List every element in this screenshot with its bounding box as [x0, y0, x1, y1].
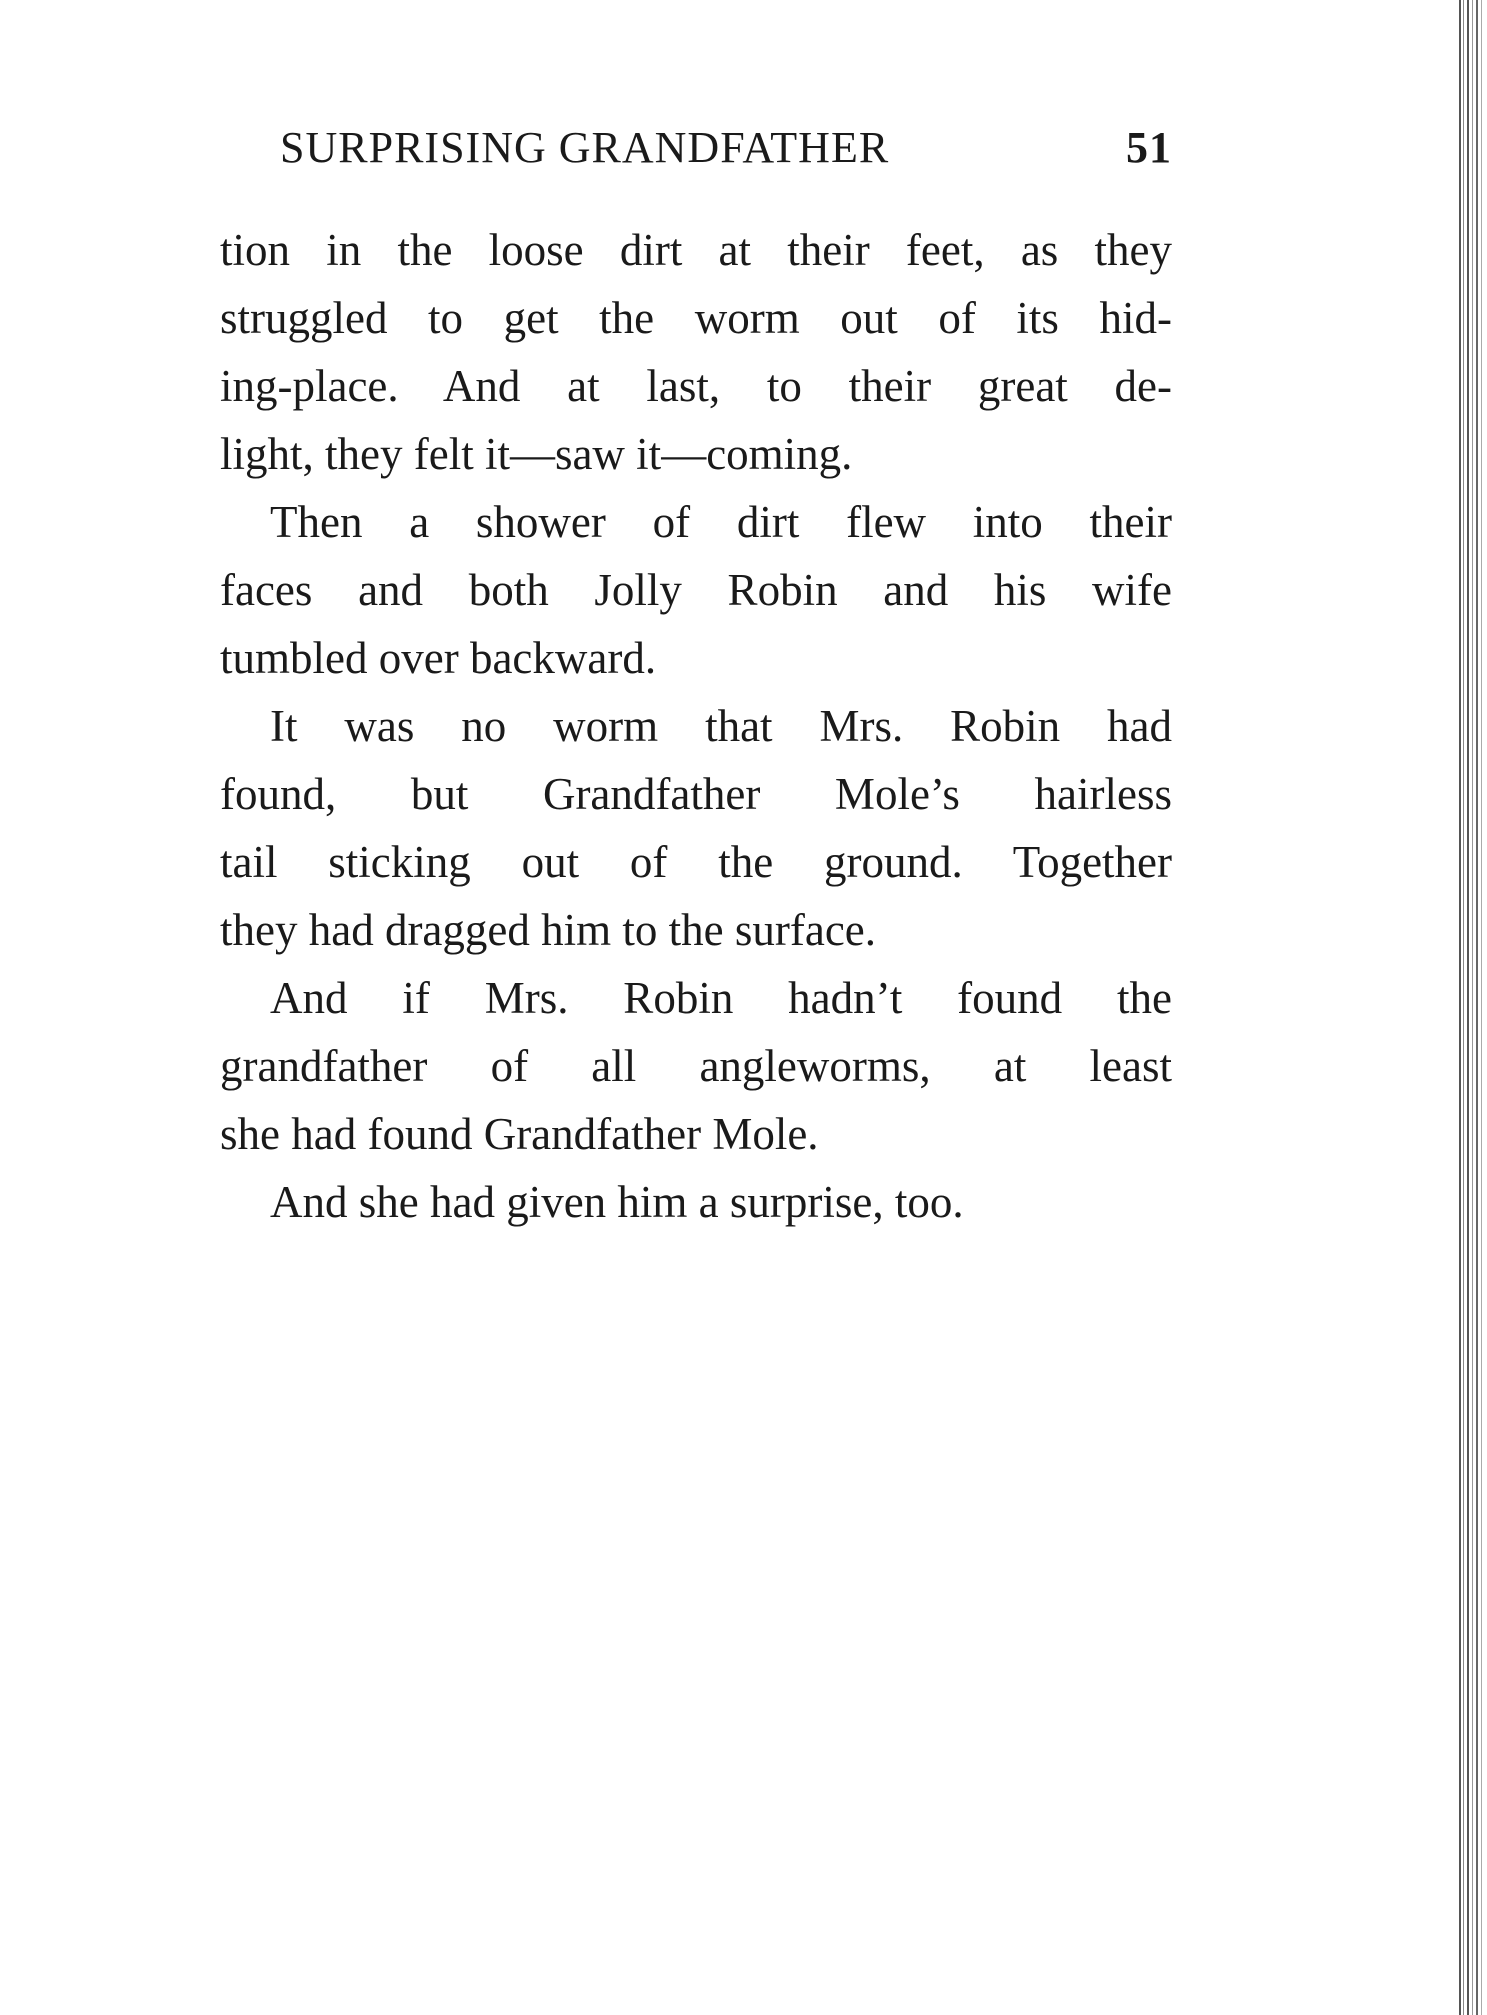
gutter-rule [1472, 0, 1473, 2015]
gutter-rule [1467, 0, 1469, 2015]
text-line: It was no worm that Mrs. Robin had [270, 701, 1172, 751]
text-line: tail sticking out of the ground. Together [220, 837, 1172, 887]
text-line: struggled to get the worm out of its hid- [220, 293, 1172, 343]
gutter-rule [1463, 0, 1464, 2015]
gutter-rule [1481, 0, 1482, 2015]
running-head-title: SURPRISING GRANDFATHER [280, 123, 890, 172]
text-line: ing-place. And at last, to their great de- [220, 361, 1172, 411]
text-line: she had found Grandfather Mole. [220, 1109, 819, 1159]
text-line: And if Mrs. Robin hadn’t found the [270, 973, 1172, 1023]
text-line: they had dragged him to the surface. [220, 905, 877, 955]
text-line: faces and both Jolly Robin and his wife [220, 565, 1172, 615]
book-edge-gutter [1457, 0, 1487, 2015]
text-line: tion in the loose dirt at their feet, as they [220, 225, 1172, 275]
gutter-rule [1476, 0, 1478, 2015]
text-line: Then a shower of dirt flew into their [270, 497, 1172, 547]
text-line: light, they felt it—saw it—coming. [220, 429, 853, 479]
body-text [220, 216, 1172, 1236]
text-line: found, but Grandfather Mole’s hairless [220, 769, 1172, 819]
gutter-rule [1459, 0, 1461, 2015]
text-line: grandfather of all angleworms, at least [220, 1041, 1172, 1091]
text-line: And she had given him a surprise, too. [270, 1177, 964, 1227]
running-head [280, 118, 1172, 178]
page-number: 51 [1126, 123, 1172, 172]
text-line: tumbled over backward. [220, 633, 657, 683]
